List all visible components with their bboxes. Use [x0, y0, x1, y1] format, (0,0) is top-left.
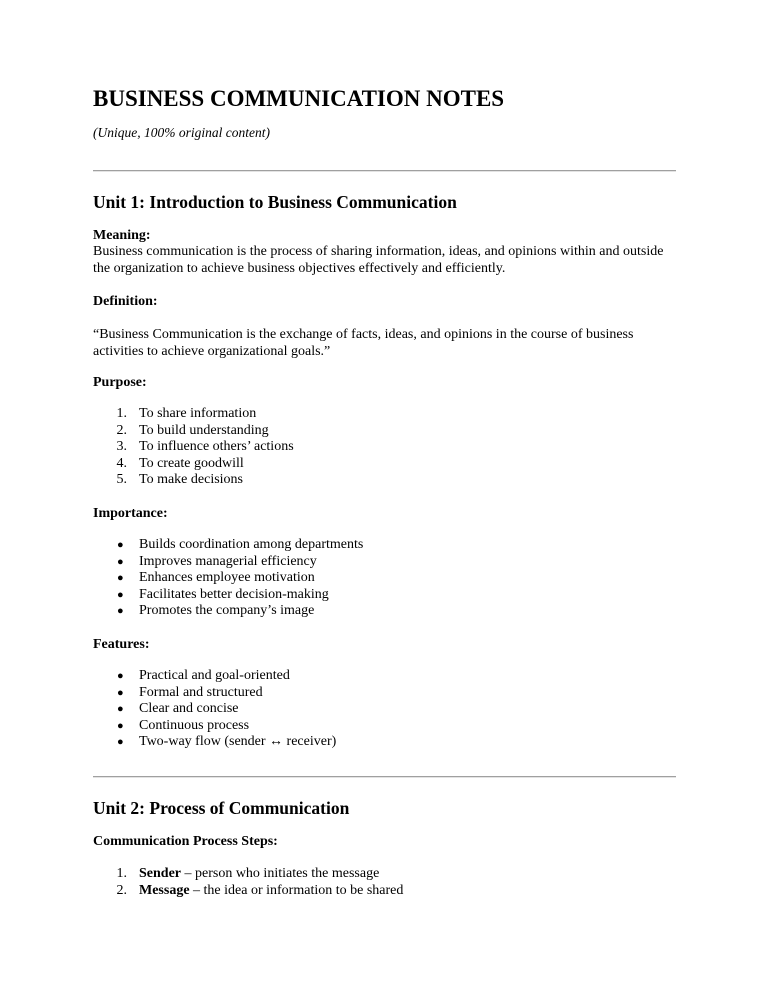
horizontal-rule: [93, 170, 676, 172]
bullet-icon: ●: [117, 539, 124, 551]
list-item-text: To build understanding: [139, 422, 269, 438]
bullet-icon: ●: [117, 703, 124, 715]
list-item: [93, 439, 294, 456]
list-item-text: To make decisions: [139, 472, 243, 487]
features-label: Features:: [93, 637, 150, 652]
list-item: [93, 734, 336, 751]
list-item: [93, 685, 336, 702]
definition-text: “Business Communication is the exchange of facts, ideas, and opinions in the course of business activities to achieve organizational goals.”: [93, 327, 634, 359]
bullet-icon: ●: [117, 588, 124, 601]
list-number: 1.: [116, 406, 127, 421]
list-item-text: To share information: [139, 406, 257, 421]
unit-2-heading: Unit 2: Process of Communication: [93, 798, 350, 818]
purpose-label: Purpose:: [93, 375, 147, 390]
importance-list: [93, 537, 363, 620]
list-item: [93, 587, 363, 604]
list-number: 2.: [116, 882, 127, 898]
list-item-text: To influence others’ actions: [139, 439, 294, 454]
step-term: Sender: [139, 866, 181, 881]
step-term: Message: [139, 882, 190, 898]
list-item-text: Continuous process: [139, 717, 250, 733]
list-item: [93, 472, 294, 489]
list-item: [93, 537, 363, 554]
list-item-text: Improves managerial efficiency: [139, 553, 317, 569]
definition-label: Definition:: [93, 294, 158, 309]
list-item-text: Builds coordination among departments: [139, 537, 364, 552]
list-item-text: Formal and structured: [139, 684, 263, 700]
list-number: 1.: [116, 866, 127, 881]
list-item: [93, 554, 363, 571]
importance-label: Importance:: [93, 506, 168, 521]
list-item: [93, 883, 403, 900]
horizontal-rule: [93, 776, 676, 778]
meaning-label: Meaning:: [93, 228, 151, 243]
list-item-text: Enhances employee motivation: [139, 570, 315, 585]
list-item-text: Clear and concise: [139, 701, 239, 716]
features-list: [93, 668, 336, 751]
list-number: 3.: [116, 439, 127, 454]
list-item: [93, 701, 336, 718]
unit-1-heading: Unit 1: Introduction to Business Communication: [93, 192, 457, 212]
step-description: – person who initiates the message: [181, 866, 380, 881]
bullet-icon: ●: [117, 719, 124, 732]
list-number: 5.: [116, 472, 127, 487]
process-steps-list: [93, 866, 403, 899]
step-description: – the idea or information to be shared: [189, 882, 404, 898]
list-item: [93, 603, 363, 620]
list-item: [93, 866, 403, 883]
bullet-icon: ●: [117, 670, 124, 682]
list-item-text: Promotes the company’s image: [139, 603, 315, 618]
list-item-text: Two-way flow (sender ↔ receiver): [139, 734, 337, 749]
bullet-icon: ●: [117, 572, 124, 584]
bullet-icon: ●: [117, 686, 124, 699]
list-item: [93, 456, 294, 473]
list-number: 4.: [116, 455, 127, 471]
bullet-icon: ●: [117, 555, 124, 568]
list-item: [93, 718, 336, 735]
process-steps-label: Communication Process Steps:: [93, 834, 278, 849]
purpose-list: [93, 406, 294, 489]
list-item-text: To create goodwill: [139, 455, 244, 471]
list-number: 2.: [116, 422, 127, 438]
meaning-text: Business communication is the process of sharing information, ideas, and opinions within and outside the organization to achieve business objectives effectively and efficiently.: [93, 244, 664, 276]
document-title: BUSINESS COMMUNICATION NOTES: [93, 86, 505, 111]
bullet-icon: ●: [117, 605, 124, 617]
list-item: [93, 423, 294, 440]
list-item-text: Practical and goal-oriented: [139, 668, 290, 683]
document-subtitle: (Unique, 100% original content): [93, 125, 270, 140]
list-item: [93, 570, 363, 587]
list-item: [93, 668, 336, 685]
list-item-text: Facilitates better decision-making: [139, 586, 329, 602]
list-item: [93, 406, 294, 423]
bullet-icon: ●: [117, 736, 124, 748]
